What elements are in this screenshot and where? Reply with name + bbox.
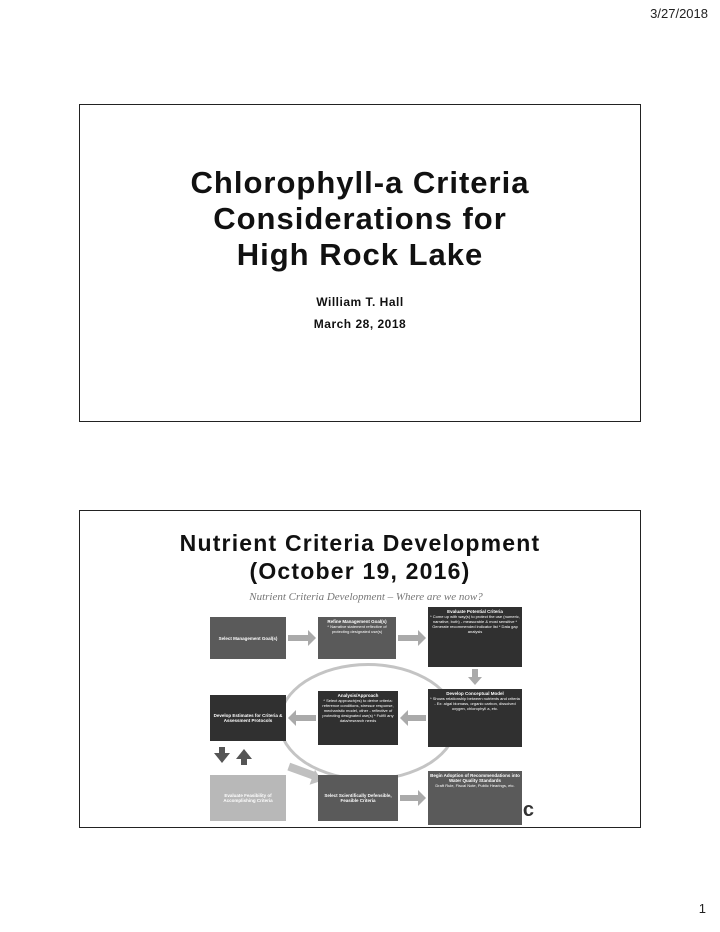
evaluate-feasibility-box <box>210 775 286 821</box>
refine-goals-title: Refine Management Goal(s) <box>327 619 387 624</box>
arrow-left-icon <box>400 710 408 726</box>
process-diagram <box>208 591 534 826</box>
arrow-left-icon <box>288 710 296 726</box>
arrow-shaft <box>400 795 418 801</box>
develop-model-body: * Shows relationship between nutrients and criteria - Ex: algal biomass, organic carbon, dissolved oxygen, chlorophyll a, etc. <box>430 696 520 711</box>
evaluate-feasibility-label: Evaluate Feasibility of Accomplishing Criteria <box>223 793 273 803</box>
slide2-title <box>80 529 640 585</box>
slide1-date: March 28, 2018 <box>313 317 407 331</box>
slide1-title-line: High Rock Lake <box>236 237 484 272</box>
analysis-box <box>318 691 398 745</box>
develop-estimates-box <box>210 695 286 741</box>
arrow-down-icon <box>468 677 482 685</box>
arrow-shaft <box>408 715 426 721</box>
page-number: 1 <box>698 901 706 916</box>
select-goals-label: Select Management Goal(s) <box>218 635 278 641</box>
arrow-shaft <box>296 715 316 721</box>
select-defensible-box <box>318 775 398 821</box>
begin-adoption-box <box>428 771 522 825</box>
slide1-author: William T. Hall <box>316 295 404 309</box>
select-defensible-label: Select Scientifically Defensible, Feasible Criteria <box>324 793 392 803</box>
slide1-title-line: Considerations for <box>213 201 507 236</box>
begin-adoption-body: Draft Rule, Fiscal Note, Public Hearings, etc. <box>435 783 515 788</box>
refine-goals-body: * Narrative statement reflective of protecting designated use(s) <box>327 624 387 634</box>
arrow-down-icon <box>214 753 230 763</box>
develop-model-box <box>428 689 522 747</box>
begin-adoption-title: Begin Adoption of Recommendations into Water Quality Standards <box>430 773 520 783</box>
slide2-title-line: (October 19, 2016) <box>249 558 471 584</box>
slide-nutrient-criteria <box>79 510 641 828</box>
evaluate-criteria-body: * Come up with way(s) to protect the use (numeric, narrative, both) - measurable & most sensitive * Generate recommended indicator list * Data gap analysis <box>430 614 520 634</box>
arrow-shaft <box>241 759 247 765</box>
select-goals-box <box>210 617 286 659</box>
analysis-title: Analysis/Approach <box>337 693 379 698</box>
print-date: 3/27/2018 <box>650 6 708 21</box>
diagram-heading: Nutrient Criteria Development – Where are we now? <box>249 591 483 603</box>
analysis-body: * Select approach(es) to derive criteria: reference conditions, stressor response, mechanistic model, other - reflective of protecting designated use(s) * Fulfill any data/research needs <box>322 698 394 723</box>
arrow-shaft <box>288 635 308 641</box>
slide2-title-line: Nutrient Criteria Development <box>179 530 541 556</box>
arrow-right-icon <box>308 630 316 646</box>
refine-goals-box <box>318 617 396 659</box>
develop-model-title: Develop Conceptual Model <box>446 691 504 696</box>
arrow-up-icon <box>236 749 252 759</box>
arrow-shaft <box>472 669 478 677</box>
arrow-right-icon <box>418 630 426 646</box>
evaluate-criteria-box <box>428 607 522 667</box>
diagram-fragment: c <box>522 799 534 821</box>
develop-estimates-label: Develop Estimates for Criteria & Assessment Protocols <box>213 713 283 723</box>
evaluate-criteria-title: Evaluate Potential Criteria <box>447 609 503 614</box>
arrow-right-icon <box>418 790 426 806</box>
slide1-title <box>80 165 640 273</box>
slide-title <box>79 104 641 422</box>
arrow-shaft <box>398 635 418 641</box>
slide1-title-line: Chlorophyll-a Criteria <box>190 165 530 200</box>
